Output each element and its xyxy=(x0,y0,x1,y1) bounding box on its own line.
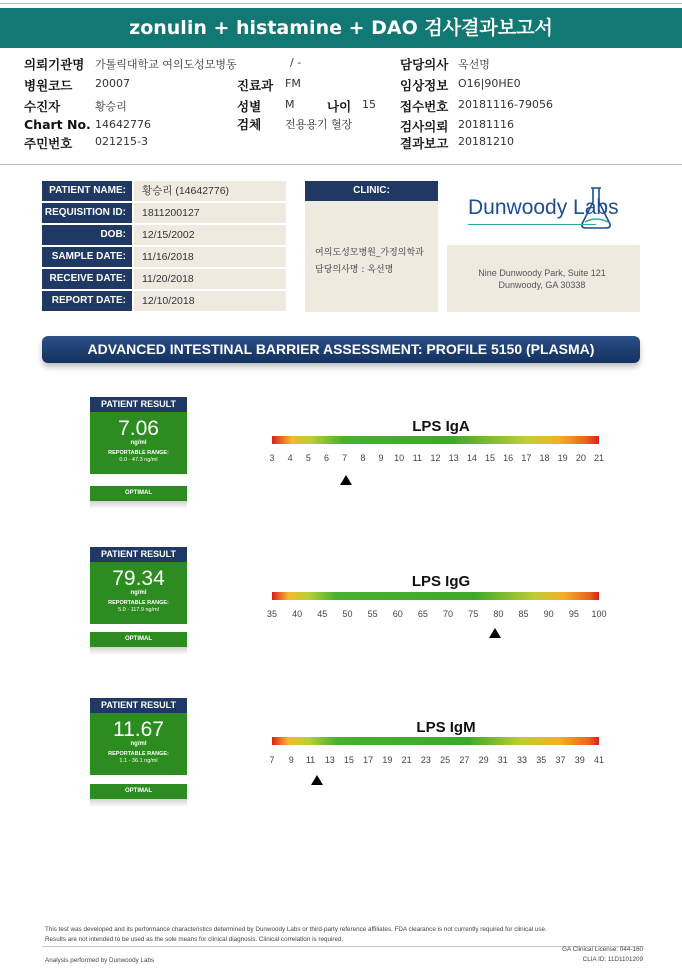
tick-label: 90 xyxy=(543,609,554,619)
tick-label: 16 xyxy=(503,453,514,463)
tick-label: 15 xyxy=(343,755,354,765)
value-request-date: 20181116 xyxy=(458,118,514,131)
label-clinical-info: 임상정보 xyxy=(400,78,449,93)
value-institution: 가톨릭대학교 여의도성모병동 xyxy=(95,58,237,71)
result-card-head: PATIENT RESULT xyxy=(90,397,187,412)
card-shadow xyxy=(90,799,187,807)
sample-date-value: 11/16/2018 xyxy=(134,247,286,267)
clinic-department: 여의도성모병원_가정의학과 xyxy=(315,248,424,258)
tick-label: 75 xyxy=(468,609,479,619)
tick-label: 100 xyxy=(591,609,607,619)
range-label: REPORTABLE RANGE: xyxy=(108,751,169,757)
assay-title-igg: LPS IgG xyxy=(411,573,471,590)
lab-address-line2: Dunwoody, GA 30338 xyxy=(498,280,586,290)
ticks-igm xyxy=(269,755,604,767)
tick-label: 5 xyxy=(305,453,311,463)
result-unit: ng/ml xyxy=(130,741,147,747)
value-doctor: 옥선명 xyxy=(458,58,490,71)
result-unit: ng/ml xyxy=(130,440,147,446)
range-label: REPORTABLE RANGE: xyxy=(108,450,169,456)
result-unit: ng/ml xyxy=(130,590,147,596)
result-value: 7.06 xyxy=(118,417,159,440)
scale-bar-igm xyxy=(272,737,599,745)
value-specimen: 전용용기 혈장 xyxy=(285,118,353,131)
scale-bar-iga xyxy=(272,436,599,444)
tick-label: 23 xyxy=(420,755,431,765)
tick-label: 17 xyxy=(363,755,374,765)
tick-label: 11 xyxy=(412,453,422,463)
patient-name-value: 황승리 (14642776) xyxy=(134,181,286,201)
tick-label: 25 xyxy=(440,755,451,765)
tick-label: 12 xyxy=(430,453,441,463)
tick-label: 14 xyxy=(466,453,477,463)
tick-label: 35 xyxy=(536,755,547,765)
marker-igm xyxy=(311,775,323,785)
dob-value: 12/15/2002 xyxy=(134,225,286,245)
value-hospital-code: 20007 xyxy=(95,77,130,90)
value-report-date: 20181210 xyxy=(458,135,514,148)
result-card-body xyxy=(90,713,187,775)
value-age: 15 xyxy=(362,98,376,111)
value-patient: 황승리 xyxy=(95,100,127,113)
tick-label: 6 xyxy=(323,453,329,463)
tick-label: 18 xyxy=(539,453,550,463)
tick-label: 17 xyxy=(521,453,532,463)
card-shadow xyxy=(90,647,187,655)
clinic-heading: CLINIC: xyxy=(305,181,438,201)
tick-label: 31 xyxy=(497,755,508,765)
result-status: OPTIMAL xyxy=(90,632,187,647)
value-ward: / - xyxy=(290,56,302,69)
tick-label: 11 xyxy=(305,755,316,765)
label-department: 진료과 xyxy=(237,78,274,93)
tick-label: 21 xyxy=(593,453,604,463)
tick-label: 70 xyxy=(443,609,454,619)
marker-igg xyxy=(489,628,501,638)
clinic-box xyxy=(305,201,438,312)
scale-bar-igg xyxy=(272,592,599,600)
label-sex: 성별 xyxy=(237,99,262,114)
assay-title-igm: LPS IgM xyxy=(416,719,476,736)
label-accession: 접수번호 xyxy=(400,99,449,114)
header-info xyxy=(0,48,682,163)
value-department: FM xyxy=(285,77,301,90)
label-resident-no: 주민번호 xyxy=(24,136,73,151)
license-line1: GA Clinical License: 044-160 xyxy=(562,946,643,953)
label-specimen: 검체 xyxy=(237,117,262,132)
value-accession: 20181116-79056 xyxy=(458,98,553,111)
result-card-body xyxy=(90,412,187,474)
tick-label: 60 xyxy=(392,609,403,619)
tick-label: 40 xyxy=(292,609,303,619)
tick-label: 3 xyxy=(269,453,275,463)
lab-address-line1: Nine Dunwoody Park, Suite 121 xyxy=(478,268,606,278)
tick-label: 65 xyxy=(417,609,428,619)
tick-label: 55 xyxy=(367,609,378,619)
tick-label: 20 xyxy=(575,453,586,463)
report-title: zonulin + histamine + DAO 검사결과보고서 xyxy=(0,8,682,48)
tick-label: 85 xyxy=(518,609,529,619)
receive-date-value: 11/20/2018 xyxy=(134,269,286,289)
value-resident-no: 021215-3 xyxy=(95,135,148,148)
lab-name: Dunwoody Labs xyxy=(468,196,619,219)
performed-by: Analysis performed by Dunwoody Labs xyxy=(45,957,155,964)
value-sex: M xyxy=(285,98,295,111)
clinic-doctor: 담당의사명 : 옥선명 xyxy=(315,265,394,275)
license-line2: CLIA ID: 11D1101209 xyxy=(582,956,643,963)
marker-iga xyxy=(340,475,352,485)
dob-label: DOB: xyxy=(42,225,132,245)
tick-label: 9 xyxy=(288,755,294,765)
tick-label: 4 xyxy=(287,453,293,463)
tick-label: 50 xyxy=(342,609,353,619)
label-report-date: 결과보고 xyxy=(400,136,449,151)
tick-label: 7 xyxy=(342,453,348,463)
patient-name-label: PATIENT NAME: xyxy=(42,181,132,201)
header-bottom-rule xyxy=(0,164,682,165)
disclaimer-line2: Results are not intended to be used as the sole means for clinical diagnosis. Clinical correlation is required. xyxy=(45,936,344,943)
tick-label: 10 xyxy=(394,453,405,463)
report-date-label: REPORT DATE: xyxy=(42,291,132,311)
label-chart-no: Chart No. xyxy=(24,117,91,132)
result-card-head: PATIENT RESULT xyxy=(90,547,187,562)
result-value: 11.67 xyxy=(113,718,164,741)
range-value: 1.1 - 36.1 ng/ml xyxy=(119,758,158,764)
requisition-id-label: REQUISITION ID: xyxy=(42,203,132,223)
result-status: OPTIMAL xyxy=(90,784,187,799)
assay-title-iga: LPS IgA xyxy=(412,418,470,435)
tick-label: 27 xyxy=(459,755,470,765)
range-value: 5.0 - 117.9 ng/ml xyxy=(118,607,159,613)
footer-rule xyxy=(42,946,644,947)
lab-logo xyxy=(468,186,618,232)
tick-label: 33 xyxy=(517,755,528,765)
label-request-date: 검사의뢰 xyxy=(400,119,449,134)
label-institution: 의뢰기관명 xyxy=(24,57,85,72)
result-card-iga xyxy=(90,397,187,509)
value-clinical-info: O16|90HE0 xyxy=(458,77,521,90)
ticks-igg xyxy=(266,609,607,621)
receive-date-label: RECEIVE DATE: xyxy=(42,269,132,289)
label-patient: 수진자 xyxy=(24,99,61,114)
result-card-body xyxy=(90,562,187,624)
tick-label: 13 xyxy=(448,453,459,463)
tick-label: 41 xyxy=(593,755,604,765)
sample-date-label: SAMPLE DATE: xyxy=(42,247,132,267)
value-chart-no: 14642776 xyxy=(95,118,151,131)
tick-label: 7 xyxy=(269,755,275,765)
top-rule xyxy=(0,3,682,4)
tick-label: 13 xyxy=(324,755,335,765)
label-hospital-code: 병원코드 xyxy=(24,78,73,93)
tick-label: 39 xyxy=(574,755,585,765)
lab-address-box xyxy=(447,245,640,312)
tick-label: 9 xyxy=(378,453,384,463)
range-label: REPORTABLE RANGE: xyxy=(108,600,169,606)
tick-label: 8 xyxy=(360,453,366,463)
tick-label: 21 xyxy=(401,755,412,765)
ticks-iga xyxy=(269,453,604,465)
assessment-banner: ADVANCED INTESTINAL BARRIER ASSESSMENT: PROFILE 5150 (PLASMA) xyxy=(42,336,640,363)
result-card-igm xyxy=(90,698,187,807)
tick-label: 45 xyxy=(317,609,328,619)
report-date-value: 12/10/2018 xyxy=(134,291,286,311)
disclaimer-line1: This test was developed and its performance characteristics determined by Dunwoody Labs or third-party reference affiliates. FDA clearance is not currently required for clinical use. xyxy=(45,926,547,933)
label-age: 나이 xyxy=(327,99,352,114)
tick-label: 37 xyxy=(555,755,566,765)
tick-label: 95 xyxy=(568,609,579,619)
tick-label: 80 xyxy=(493,609,504,619)
tick-label: 29 xyxy=(478,755,489,765)
tick-label: 19 xyxy=(382,755,393,765)
requisition-id-value: 1811200127 xyxy=(134,203,286,223)
result-card-head: PATIENT RESULT xyxy=(90,698,187,713)
range-value: 0.0 - 47.3 ng/ml xyxy=(119,457,158,463)
result-card-igg xyxy=(90,547,187,655)
result-value: 79.34 xyxy=(112,567,165,590)
card-shadow xyxy=(90,501,187,509)
tick-label: 35 xyxy=(266,609,277,619)
label-doctor: 담당의사 xyxy=(400,57,449,72)
result-status: OPTIMAL xyxy=(90,486,187,501)
tick-label: 15 xyxy=(484,453,495,463)
tick-label: 19 xyxy=(557,453,568,463)
logo-underline xyxy=(468,224,596,225)
